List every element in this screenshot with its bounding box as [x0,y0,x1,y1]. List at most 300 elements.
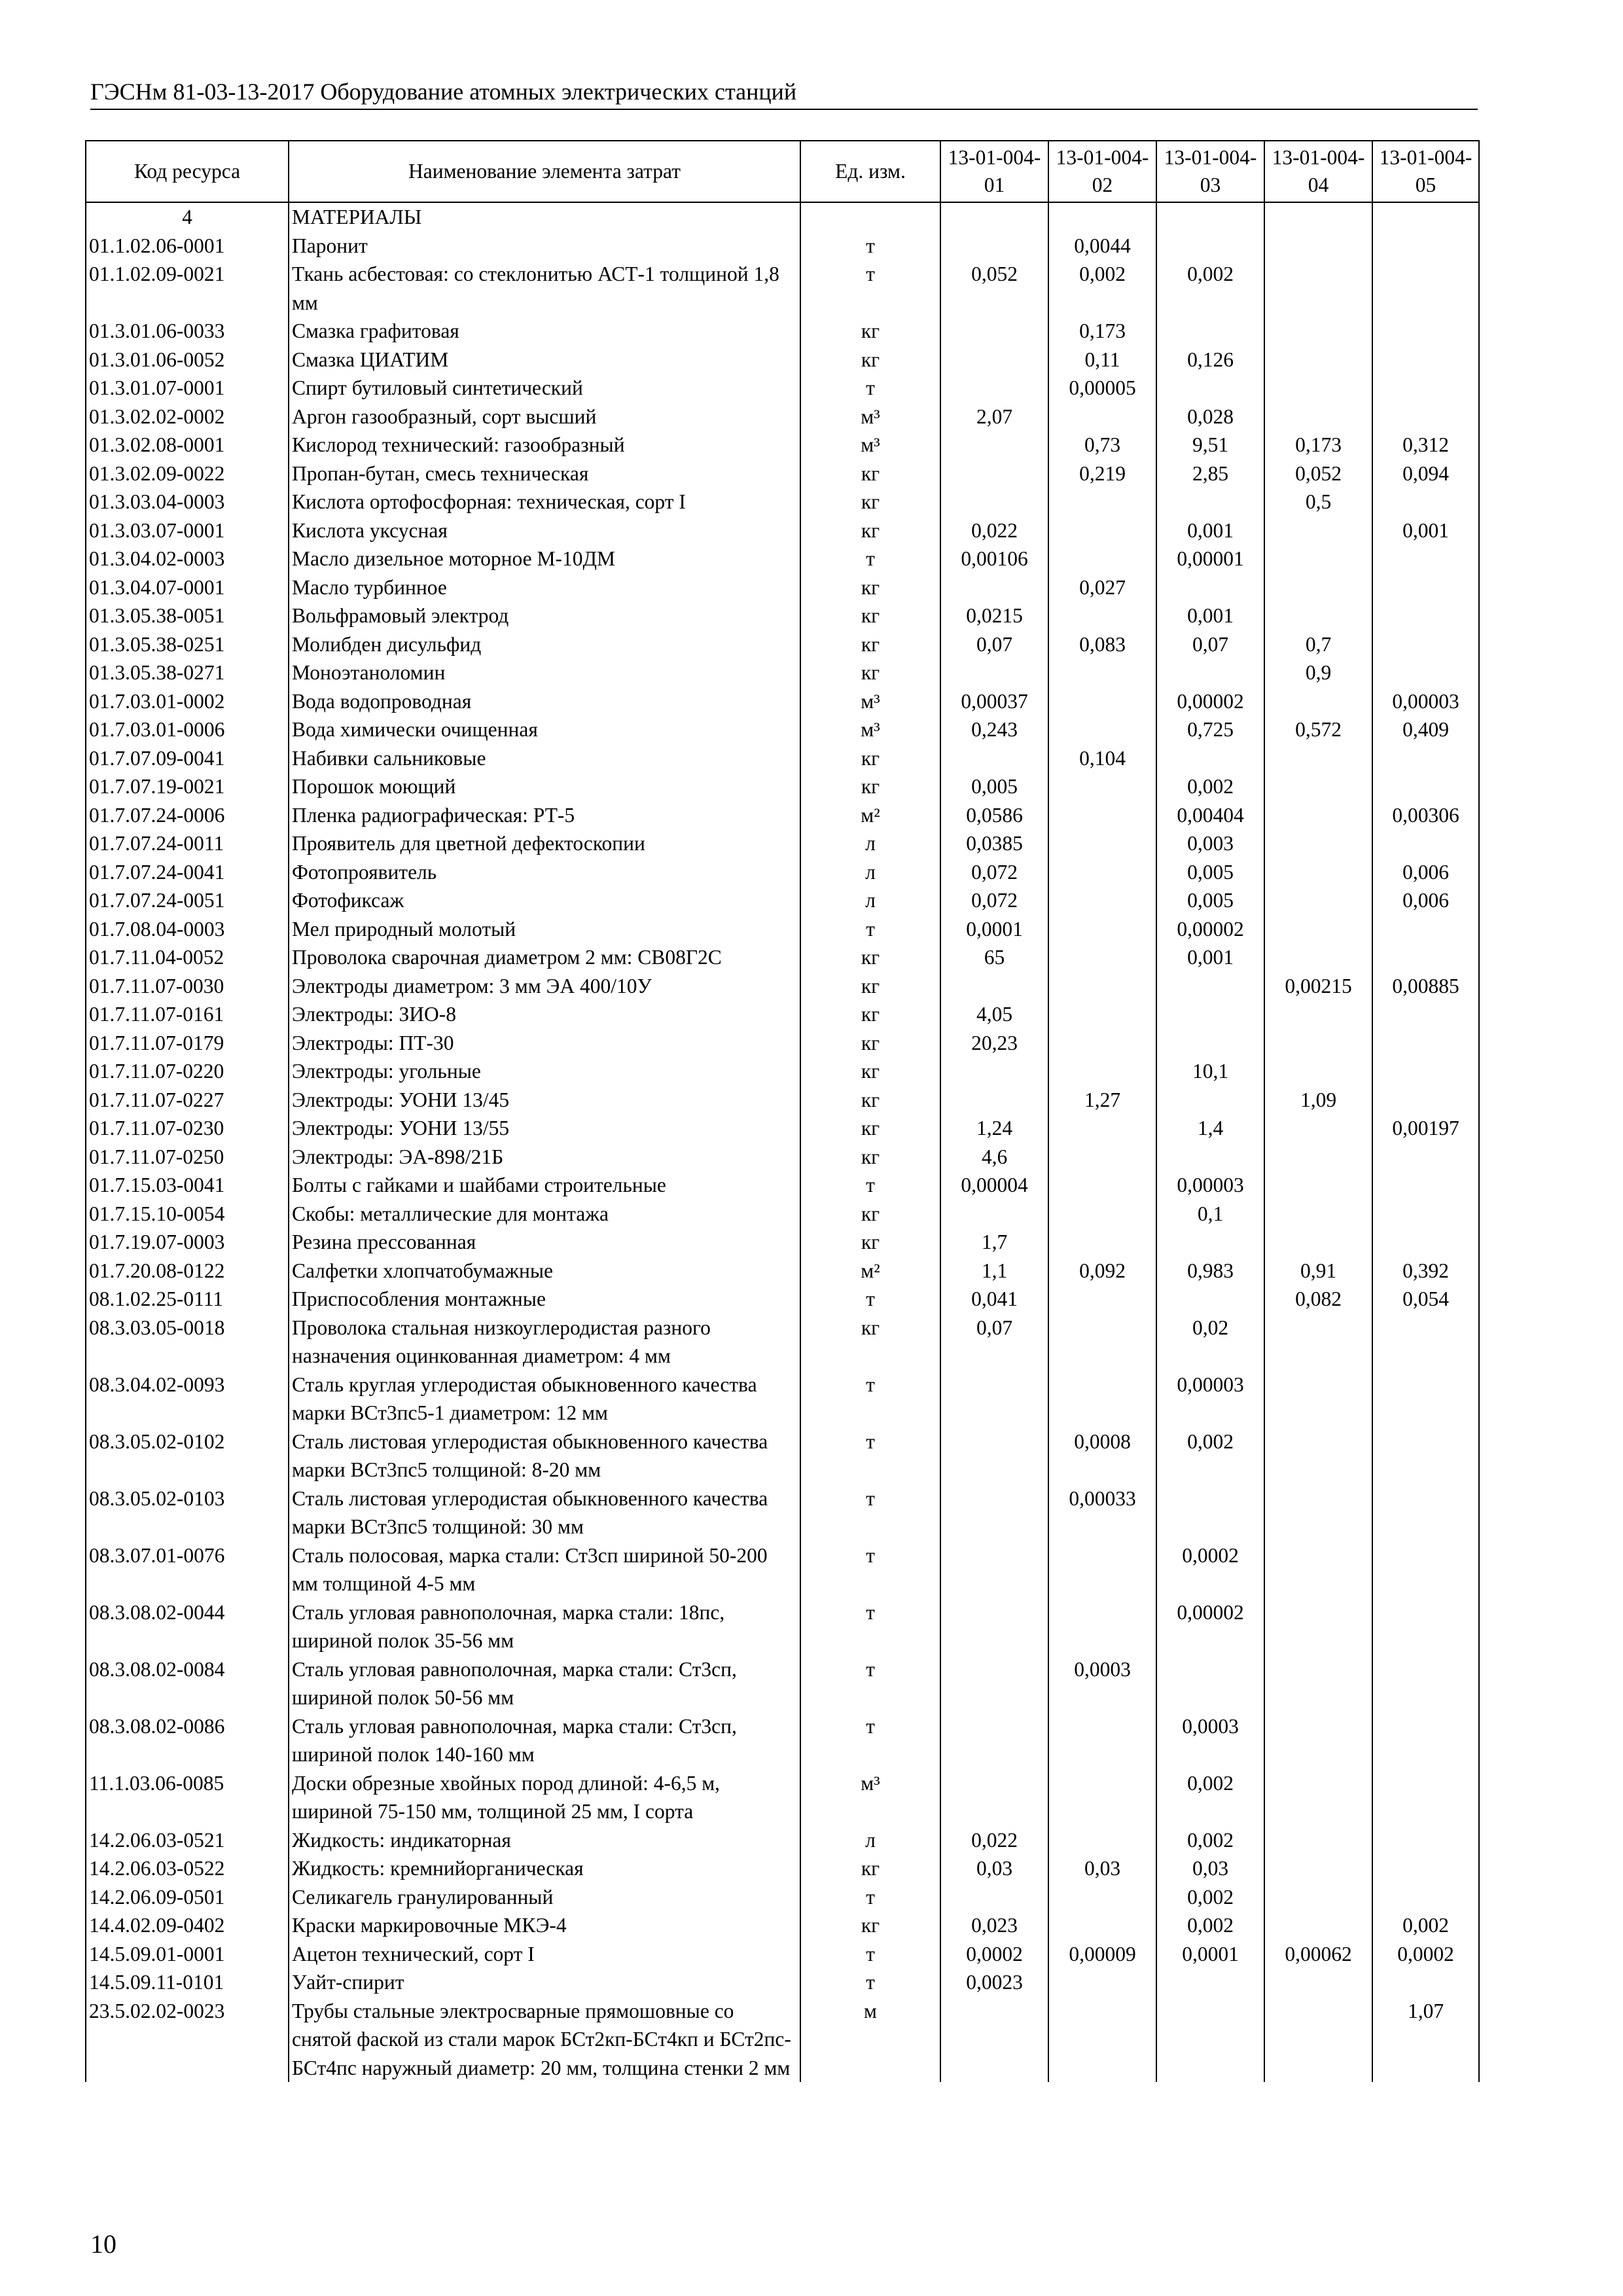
table-row [86,1911,1479,1940]
value-cell-13-01-004-04: 0,00062 [1264,1940,1372,1969]
value-cell-13-01-004-05 [1372,260,1479,317]
value-cell-13-01-004-04 [1264,1029,1372,1058]
resource-name-cell: Сталь листовая углеродистая обыкновенного качества марки ВСт3пс5 толщиной: 30 мм [289,1484,800,1541]
value-cell-13-01-004-03: 0,002 [1156,1883,1264,1912]
value-cell-13-01-004-01: 0,07 [940,1314,1048,1371]
value-cell-13-01-004-04 [1264,346,1372,374]
value-cell-13-01-004-02 [1048,943,1156,972]
value-cell-13-01-004-03 [1156,1484,1264,1541]
value-cell-13-01-004-05 [1372,1057,1479,1086]
value-cell-13-01-004-04 [1264,943,1372,972]
resource-name-cell: Жидкость: индикаторная [289,1826,800,1855]
value-cell-13-01-004-04 [1264,1655,1372,1712]
resource-name-cell: Паронит [289,232,800,260]
unit-cell: кг [800,772,940,801]
unit-cell: кг [800,1057,940,1086]
resource-name-cell: Сталь угловая равнополочная, марка стали: Ст3сп, шириной полок 50-56 мм [289,1655,800,1712]
resource-code-cell: 08.3.04.02-0093 [86,1371,289,1427]
value-cell-13-01-004-02 [1048,1228,1156,1257]
resource-code-cell: 01.7.11.07-0220 [86,1057,289,1086]
value-cell-13-01-004-05 [1372,1769,1479,1826]
value-cell-13-01-004-02 [1048,772,1156,801]
value-cell-13-01-004-01: 0,005 [940,772,1048,801]
value-cell-13-01-004-04 [1264,1854,1372,1883]
resource-code-cell: 01.3.04.02-0003 [86,545,289,573]
value-cell-13-01-004-02 [1048,1541,1156,1598]
value-cell-13-01-004-04 [1264,687,1372,716]
value-cell-13-01-004-01 [940,1769,1048,1826]
value-cell-13-01-004-02 [1048,858,1156,887]
value-cell-13-01-004-01 [940,346,1048,374]
table-row [86,1143,1479,1172]
value-cell-13-01-004-05 [1372,1655,1479,1712]
unit-cell: кг [800,1911,940,1940]
value-cell-13-01-004-04: 0,9 [1264,658,1372,687]
value-cell-13-01-004-05: 0,094 [1372,459,1479,488]
value-cell-13-01-004-05 [1372,1883,1479,1912]
value-cell-13-01-004-01: 0,0215 [940,601,1048,630]
resource-name-cell: Кислота уксусная [289,516,800,545]
unit-cell: м² [800,801,940,830]
value-cell-13-01-004-05 [1372,232,1479,260]
resource-name-cell: Порошок моющий [289,772,800,801]
resource-name-cell: Приспособления монтажные [289,1285,800,1314]
resource-name-cell: Электроды: ЗИО-8 [289,1000,800,1029]
table-row [86,1769,1479,1826]
value-cell-13-01-004-02 [1048,715,1156,744]
table-row [86,1997,1479,2083]
value-cell-13-01-004-02 [1048,972,1156,1001]
table-row [86,1086,1479,1115]
value-cell-13-01-004-05 [1372,573,1479,602]
resource-name-cell: Ткань асбестовая: со стеклонитью АСТ-1 толщиной 1,8 мм [289,260,800,317]
value-cell-13-01-004-05 [1372,1968,1479,1997]
value-cell-13-01-004-02: 0,173 [1048,317,1156,346]
unit-cell: кг [800,1114,940,1143]
unit-cell: т [800,1712,940,1769]
value-cell-13-01-004-05 [1372,744,1479,773]
value-cell-13-01-004-05 [1372,1029,1479,1058]
empty-cell [800,202,940,232]
value-cell-13-01-004-05: 0,0002 [1372,1940,1479,1969]
resource-code-cell: 01.7.15.10-0054 [86,1200,289,1229]
resource-code-cell: 01.1.02.09-0021 [86,260,289,317]
resource-code-cell: 08.3.03.05-0018 [86,1314,289,1371]
value-cell-13-01-004-05: 0,00197 [1372,1114,1479,1143]
value-cell-13-01-004-03: 0,005 [1156,886,1264,915]
resource-name-cell: Уайт-спирит [289,1968,800,1997]
value-cell-13-01-004-03: 0,028 [1156,403,1264,431]
value-cell-13-01-004-05 [1372,403,1479,431]
value-cell-13-01-004-01 [940,972,1048,1001]
value-cell-13-01-004-03: 0,002 [1156,772,1264,801]
value-cell-13-01-004-03: 2,85 [1156,459,1264,488]
empty-cell [1156,202,1264,232]
table-row [86,1000,1479,1029]
value-cell-13-01-004-01 [940,1997,1048,2083]
value-cell-13-01-004-04 [1264,886,1372,915]
resource-name-cell: Электроды: УОНИ 13/55 [289,1114,800,1143]
value-cell-13-01-004-02 [1048,1598,1156,1655]
value-cell-13-01-004-01: 1,24 [940,1114,1048,1143]
value-cell-13-01-004-04 [1264,1228,1372,1257]
value-cell-13-01-004-04: 0,7 [1264,630,1372,659]
resource-code-cell: 14.4.02.09-0402 [86,1911,289,1940]
value-cell-13-01-004-02 [1048,1171,1156,1200]
value-cell-13-01-004-03 [1156,232,1264,260]
resource-name-cell: Доски обрезные хвойных пород длиной: 4-6,5 м, шириной 75-150 мм, толщиной 25 мм, I сорта [289,1769,800,1826]
unit-cell: т [800,1484,940,1541]
resource-code-cell: 01.3.01.06-0052 [86,346,289,374]
value-cell-13-01-004-03: 1,4 [1156,1114,1264,1143]
value-cell-13-01-004-05 [1372,1854,1479,1883]
table-row [86,403,1479,431]
value-cell-13-01-004-01: 0,072 [940,886,1048,915]
table-row [86,260,1479,317]
unit-cell: кг [800,658,940,687]
resource-code-cell: 01.7.15.03-0041 [86,1171,289,1200]
value-cell-13-01-004-04 [1264,915,1372,944]
unit-cell: кг [800,488,940,516]
unit-cell: л [800,829,940,858]
value-cell-13-01-004-03: 0,00003 [1156,1371,1264,1427]
col-header-unit: Ед. изм. [800,141,940,202]
resource-code-cell: 23.5.02.02-0023 [86,1997,289,2083]
value-cell-13-01-004-03 [1156,972,1264,1001]
value-cell-13-01-004-01 [940,1655,1048,1712]
table-row [86,516,1479,545]
value-cell-13-01-004-05 [1372,1314,1479,1371]
value-cell-13-01-004-04: 0,173 [1264,431,1372,459]
resource-name-cell: Фотопроявитель [289,858,800,887]
value-cell-13-01-004-01: 20,23 [940,1029,1048,1058]
value-cell-13-01-004-05: 1,07 [1372,1997,1479,2083]
value-cell-13-01-004-04 [1264,1911,1372,1940]
value-cell-13-01-004-03: 0,002 [1156,260,1264,317]
value-cell-13-01-004-05 [1372,1228,1479,1257]
section-row [86,202,1479,232]
value-cell-13-01-004-03 [1156,488,1264,516]
value-cell-13-01-004-03: 9,51 [1156,431,1264,459]
resource-code-cell: 08.1.02.25-0111 [86,1285,289,1314]
value-cell-13-01-004-04: 0,082 [1264,1285,1372,1314]
value-cell-13-01-004-02 [1048,915,1156,944]
unit-cell: кг [800,972,940,1001]
table-row [86,1826,1479,1855]
value-cell-13-01-004-03: 0,002 [1156,1427,1264,1484]
resource-name-cell: Сталь угловая равнополочная, марка стали: Ст3сп, шириной полок 140-160 мм [289,1712,800,1769]
resource-code-cell: 01.7.07.09-0041 [86,744,289,773]
value-cell-13-01-004-02: 0,104 [1048,744,1156,773]
resource-code-cell: 01.7.11.07-0030 [86,972,289,1001]
value-cell-13-01-004-01: 4,6 [940,1143,1048,1172]
resource-code-cell: 01.3.05.38-0051 [86,601,289,630]
value-cell-13-01-004-03: 0,001 [1156,516,1264,545]
value-cell-13-01-004-03: 0,001 [1156,601,1264,630]
resource-name-cell: Масло турбинное [289,573,800,602]
resource-name-cell: Проволока сварочная диаметром 2 мм: СВ08Г2С [289,943,800,972]
value-cell-13-01-004-04 [1264,1484,1372,1541]
value-cell-13-01-004-01 [940,744,1048,773]
value-cell-13-01-004-03: 0,003 [1156,829,1264,858]
resource-code-cell: 01.7.11.07-0161 [86,1000,289,1029]
value-cell-13-01-004-02 [1048,488,1156,516]
value-cell-13-01-004-04 [1264,232,1372,260]
value-cell-13-01-004-01: 0,0002 [940,1940,1048,1969]
table-row [86,886,1479,915]
resource-code-cell: 01.7.03.01-0002 [86,687,289,716]
resource-code-cell: 01.3.04.07-0001 [86,573,289,602]
value-cell-13-01-004-05: 0,312 [1372,431,1479,459]
value-cell-13-01-004-04 [1264,744,1372,773]
value-cell-13-01-004-05 [1372,630,1479,659]
value-cell-13-01-004-01: 2,07 [940,403,1048,431]
value-cell-13-01-004-03: 0,00404 [1156,801,1264,830]
table-row [86,1285,1479,1314]
table-row [86,374,1479,403]
resource-name-cell: Аргон газообразный, сорт высший [289,403,800,431]
value-cell-13-01-004-02 [1048,801,1156,830]
value-cell-13-01-004-01 [940,573,1048,602]
resource-code-cell: 01.3.02.02-0002 [86,403,289,431]
resource-code-cell: 14.2.06.03-0521 [86,1826,289,1855]
value-cell-13-01-004-04 [1264,516,1372,545]
value-cell-13-01-004-01: 0,03 [940,1854,1048,1883]
table-row [86,1854,1479,1883]
unit-cell: кг [800,1314,940,1371]
value-cell-13-01-004-01: 0,0023 [940,1968,1048,1997]
value-cell-13-01-004-01: 0,00004 [940,1171,1048,1200]
table-row [86,1541,1479,1598]
resource-code-cell: 01.3.03.07-0001 [86,516,289,545]
unit-cell: т [800,1285,940,1314]
resource-code-cell: 01.3.05.38-0251 [86,630,289,659]
resource-name-cell: Электроды: ПТ-30 [289,1029,800,1058]
unit-cell: л [800,886,940,915]
unit-cell: т [800,1968,940,1997]
unit-cell: кг [800,630,940,659]
value-cell-13-01-004-02: 0,73 [1048,431,1156,459]
value-cell-13-01-004-01: 0,0001 [940,915,1048,944]
value-cell-13-01-004-03: 0,002 [1156,1911,1264,1940]
unit-cell: м³ [800,687,940,716]
value-cell-13-01-004-03: 0,02 [1156,1314,1264,1371]
value-cell-13-01-004-03: 0,07 [1156,630,1264,659]
resource-name-cell: Электроды диаметром: 3 мм ЭА 400/10У [289,972,800,1001]
value-cell-13-01-004-05 [1372,1171,1479,1200]
value-cell-13-01-004-03: 0,983 [1156,1257,1264,1285]
value-cell-13-01-004-03 [1156,317,1264,346]
table-row [86,1371,1479,1427]
unit-cell: т [800,1655,940,1712]
value-cell-13-01-004-03: 0,0002 [1156,1541,1264,1598]
value-cell-13-01-004-05 [1372,545,1479,573]
resource-code-cell: 01.3.01.07-0001 [86,374,289,403]
table-row [86,346,1479,374]
unit-cell: м [800,1997,940,2083]
table-row [86,1598,1479,1655]
resource-code-cell: 08.3.08.02-0084 [86,1655,289,1712]
col-header-13-01-004-01: 13-01-004-01 [940,141,1048,202]
table-row [86,1257,1479,1285]
resource-code-cell: 11.1.03.06-0085 [86,1769,289,1826]
value-cell-13-01-004-03: 0,126 [1156,346,1264,374]
resource-name-cell: Мел природный молотый [289,915,800,944]
value-cell-13-01-004-04 [1264,1997,1372,2083]
value-cell-13-01-004-02 [1048,829,1156,858]
unit-cell: т [800,232,940,260]
value-cell-13-01-004-01: 1,7 [940,1228,1048,1257]
col-header-13-01-004-02: 13-01-004-02 [1048,141,1156,202]
value-cell-13-01-004-03: 0,00002 [1156,687,1264,716]
resource-code-cell: 01.3.01.06-0033 [86,317,289,346]
value-cell-13-01-004-02 [1048,1826,1156,1855]
table-row [86,1712,1479,1769]
value-cell-13-01-004-04 [1264,1371,1372,1427]
resource-name-cell: Салфетки хлопчатобумажные [289,1257,800,1285]
value-cell-13-01-004-05 [1372,1484,1479,1541]
resource-name-cell: Краски маркировочные МКЭ-4 [289,1911,800,1940]
resource-code-cell: 01.7.11.07-0230 [86,1114,289,1143]
resource-code-cell: 01.7.19.07-0003 [86,1228,289,1257]
empty-cell [1048,202,1156,232]
value-cell-13-01-004-03 [1156,1143,1264,1172]
value-cell-13-01-004-05 [1372,1000,1479,1029]
resource-code-cell: 01.7.07.24-0041 [86,858,289,887]
value-cell-13-01-004-04 [1264,1314,1372,1371]
col-header-13-01-004-03: 13-01-004-03 [1156,141,1264,202]
resource-code-cell: 08.3.08.02-0086 [86,1712,289,1769]
value-cell-13-01-004-04: 0,052 [1264,459,1372,488]
value-cell-13-01-004-04 [1264,1712,1372,1769]
value-cell-13-01-004-02 [1048,1712,1156,1769]
value-cell-13-01-004-04 [1264,1826,1372,1855]
value-cell-13-01-004-02 [1048,545,1156,573]
resource-code-cell: 01.7.20.08-0122 [86,1257,289,1285]
value-cell-13-01-004-01 [940,1484,1048,1541]
unit-cell: м³ [800,431,940,459]
unit-cell: т [800,1371,940,1427]
value-cell-13-01-004-04 [1264,1541,1372,1598]
resource-code-cell: 14.5.09.11-0101 [86,1968,289,1997]
value-cell-13-01-004-02 [1048,1371,1156,1427]
resource-code-cell: 01.7.11.07-0227 [86,1086,289,1115]
value-cell-13-01-004-02: 1,27 [1048,1086,1156,1115]
resource-code-cell: 01.7.03.01-0006 [86,715,289,744]
resource-name-cell: Скобы: металлические для монтажа [289,1200,800,1229]
table-row [86,573,1479,602]
resource-name-cell: Резина прессованная [289,1228,800,1257]
col-header-name: Наименование элемента затрат [289,141,800,202]
value-cell-13-01-004-03 [1156,1285,1264,1314]
table-header-row [86,141,1479,202]
value-cell-13-01-004-05 [1372,943,1479,972]
section-title: МАТЕРИАЛЫ [289,202,800,232]
table-body [86,202,1479,2082]
resource-code-cell: 14.2.06.09-0501 [86,1883,289,1912]
value-cell-13-01-004-02 [1048,601,1156,630]
section-code: 4 [86,202,289,232]
value-cell-13-01-004-01 [940,1541,1048,1598]
unit-cell: т [800,545,940,573]
value-cell-13-01-004-03 [1156,1029,1264,1058]
value-cell-13-01-004-02 [1048,1057,1156,1086]
value-cell-13-01-004-01 [940,488,1048,516]
table-row [86,744,1479,773]
value-cell-13-01-004-01: 0,243 [940,715,1048,744]
value-cell-13-01-004-03 [1156,744,1264,773]
table-row [86,317,1479,346]
value-cell-13-01-004-04 [1264,1769,1372,1826]
value-cell-13-01-004-04 [1264,1057,1372,1086]
table-row [86,1883,1479,1912]
table-row [86,658,1479,687]
table-row [86,829,1479,858]
value-cell-13-01-004-03: 0,725 [1156,715,1264,744]
value-cell-13-01-004-04 [1264,1598,1372,1655]
value-cell-13-01-004-05: 0,409 [1372,715,1479,744]
value-cell-13-01-004-03: 0,03 [1156,1854,1264,1883]
resource-name-cell: Сталь круглая углеродистая обыкновенного качества марки ВСт3пс5-1 диаметром: 12 мм [289,1371,800,1427]
unit-cell: т [800,1940,940,1969]
resource-code-cell: 01.1.02.06-0001 [86,232,289,260]
value-cell-13-01-004-01: 65 [940,943,1048,972]
resource-code-cell: 01.7.11.07-0250 [86,1143,289,1172]
value-cell-13-01-004-03 [1156,1997,1264,2083]
unit-cell: т [800,374,940,403]
value-cell-13-01-004-01 [940,1371,1048,1427]
col-header-13-01-004-05: 13-01-004-05 [1372,141,1479,202]
unit-cell: кг [800,1200,940,1229]
value-cell-13-01-004-02: 0,0003 [1048,1655,1156,1712]
unit-cell: кг [800,1143,940,1172]
value-cell-13-01-004-03 [1156,1968,1264,1997]
col-header-13-01-004-04: 13-01-004-04 [1264,141,1372,202]
unit-cell: т [800,1883,940,1912]
table-row [86,801,1479,830]
table-row [86,915,1479,944]
value-cell-13-01-004-03: 0,0003 [1156,1712,1264,1769]
value-cell-13-01-004-01: 0,0385 [940,829,1048,858]
value-cell-13-01-004-01: 0,07 [940,630,1048,659]
value-cell-13-01-004-03 [1156,658,1264,687]
unit-cell: кг [800,317,940,346]
table-row [86,715,1479,744]
value-cell-13-01-004-01 [940,459,1048,488]
unit-cell: кг [800,1086,940,1115]
unit-cell: кг [800,573,940,602]
value-cell-13-01-004-01: 0,072 [940,858,1048,887]
resource-code-cell: 14.5.09.01-0001 [86,1940,289,1969]
table-row [86,943,1479,972]
resource-name-cell: Кислород технический: газообразный [289,431,800,459]
resource-code-cell: 01.7.07.24-0011 [86,829,289,858]
unit-cell: т [800,1427,940,1484]
value-cell-13-01-004-03 [1156,1000,1264,1029]
value-cell-13-01-004-04: 0,00215 [1264,972,1372,1001]
table-row [86,1200,1479,1229]
unit-cell: л [800,858,940,887]
value-cell-13-01-004-03: 0,00002 [1156,1598,1264,1655]
resource-name-cell: Кислота ортофосфорная: техническая, сорт I [289,488,800,516]
col-header-code: Код ресурса [86,141,289,202]
value-cell-13-01-004-04 [1264,403,1372,431]
unit-cell: т [800,260,940,317]
value-cell-13-01-004-04 [1264,1200,1372,1229]
unit-cell: кг [800,744,940,773]
value-cell-13-01-004-02 [1048,1143,1156,1172]
value-cell-13-01-004-03 [1156,374,1264,403]
